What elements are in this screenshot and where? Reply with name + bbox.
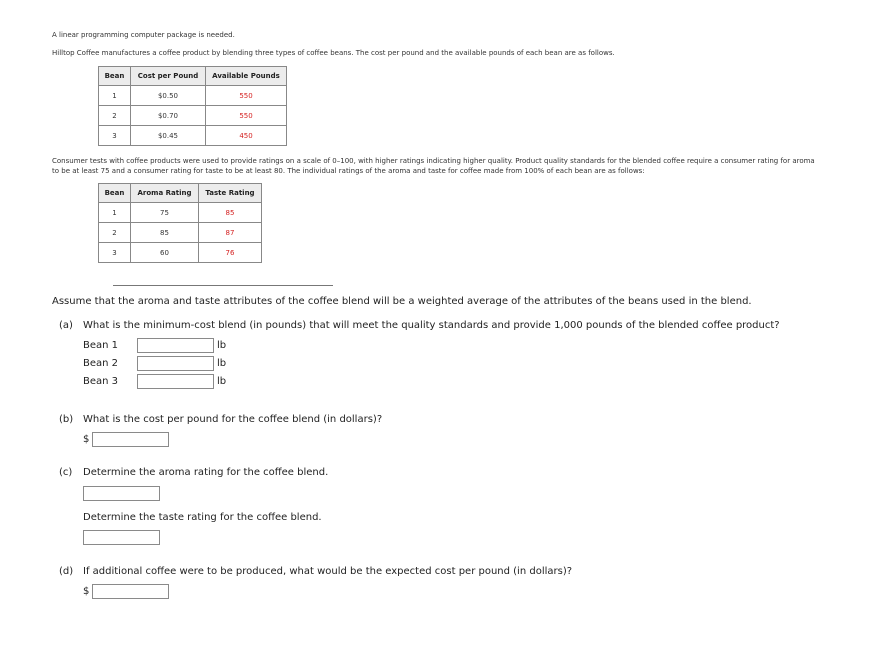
table-row bbox=[99, 106, 287, 126]
bean-rating-table bbox=[98, 183, 262, 263]
table-cell: 3 bbox=[99, 126, 131, 146]
table-row bbox=[99, 126, 287, 146]
dollar-sign-b: $ bbox=[83, 434, 90, 445]
question-a-marker: (a) bbox=[59, 320, 73, 331]
assumption-text: Assume that the aroma and taste attributes of the coffee blend will be a weighted average of the attributes of the beans used in the blend. bbox=[52, 296, 752, 307]
table-header-row bbox=[99, 67, 287, 86]
table-cell: 87 bbox=[199, 223, 262, 243]
blend-cost-input[interactable] bbox=[92, 432, 169, 447]
bean-2-input[interactable] bbox=[137, 356, 214, 371]
table-cell: $0.45 bbox=[131, 126, 206, 146]
table-row bbox=[99, 86, 287, 106]
question-d-marker: (d) bbox=[59, 566, 74, 577]
bean-2-label: Bean 2 bbox=[83, 358, 119, 369]
table-cell: 60 bbox=[131, 243, 199, 263]
additional-cost-input[interactable] bbox=[92, 584, 169, 599]
question-b-text: What is the cost per pound for the coffee blend (in dollars)? bbox=[83, 414, 383, 425]
table-header: Taste Rating bbox=[199, 184, 262, 203]
table-row bbox=[99, 243, 262, 263]
table-row bbox=[99, 203, 262, 223]
bean-3-label: Bean 3 bbox=[83, 376, 119, 387]
ratings-paragraph: Consumer tests with coffee products were used to provide ratings on a scale of 0–100, with higher ratings indicating higher quality. Product quality standards for the blended coffee require a consumer rating for aroma to be at least 75 and a consumer rating for taste to be at least 80. The individual ratings of the aroma and taste for coffee made from 100% of each bean are as follows: bbox=[52, 157, 815, 175]
table-header-row bbox=[99, 184, 262, 203]
table-header: Cost per Pound bbox=[131, 67, 206, 86]
intro-line-1: A linear programming computer package is needed. bbox=[52, 31, 235, 39]
table-cell: 1 bbox=[99, 203, 131, 223]
taste-rating-input[interactable] bbox=[83, 530, 160, 545]
table-header: Bean bbox=[99, 184, 131, 203]
bean-1-input[interactable] bbox=[137, 338, 214, 353]
intro-line-2: Hilltop Coffee manufactures a coffee product by blending three types of coffee beans. The cost per pound and the available pounds of each bean are as follows. bbox=[52, 49, 615, 57]
bean-3-input[interactable] bbox=[137, 374, 214, 389]
table-cell: 85 bbox=[199, 203, 262, 223]
table-cell: 76 bbox=[199, 243, 262, 263]
table-header: Available Pounds bbox=[206, 67, 287, 86]
table-cell: $0.70 bbox=[131, 106, 206, 126]
table-cell: 450 bbox=[206, 126, 287, 146]
table-cell: 2 bbox=[99, 223, 131, 243]
bean-3-unit: lb bbox=[217, 376, 227, 387]
table-cell: 1 bbox=[99, 86, 131, 106]
table-row bbox=[99, 223, 262, 243]
bean-1-label: Bean 1 bbox=[83, 340, 119, 351]
aroma-rating-input[interactable] bbox=[83, 486, 160, 501]
question-c-text: Determine the aroma rating for the coffee blend. bbox=[83, 467, 329, 478]
question-b-marker: (b) bbox=[59, 414, 74, 425]
dollar-sign-d: $ bbox=[83, 586, 90, 597]
table-cell: 2 bbox=[99, 106, 131, 126]
table-cell: 550 bbox=[206, 106, 287, 126]
table-header: Aroma Rating bbox=[131, 184, 199, 203]
question-a-text: What is the minimum-cost blend (in pounds) that will meet the quality standards and provide 1,000 pounds of the blended coffee product? bbox=[83, 320, 780, 331]
bean-cost-table bbox=[98, 66, 287, 146]
question-c-text-2: Determine the taste rating for the coffee blend. bbox=[83, 512, 322, 523]
bean-1-unit: lb bbox=[217, 340, 227, 351]
table-cell: $0.50 bbox=[131, 86, 206, 106]
table-cell: 75 bbox=[131, 203, 199, 223]
table-cell: 85 bbox=[131, 223, 199, 243]
divider bbox=[113, 285, 333, 286]
question-d-text: If additional coffee were to be produced, what would be the expected cost per pound (in dollars)? bbox=[83, 566, 573, 577]
table-cell: 550 bbox=[206, 86, 287, 106]
bean-2-unit: lb bbox=[217, 358, 227, 369]
table-cell: 3 bbox=[99, 243, 131, 263]
table-header: Bean bbox=[99, 67, 131, 86]
question-c-marker: (c) bbox=[59, 467, 73, 478]
